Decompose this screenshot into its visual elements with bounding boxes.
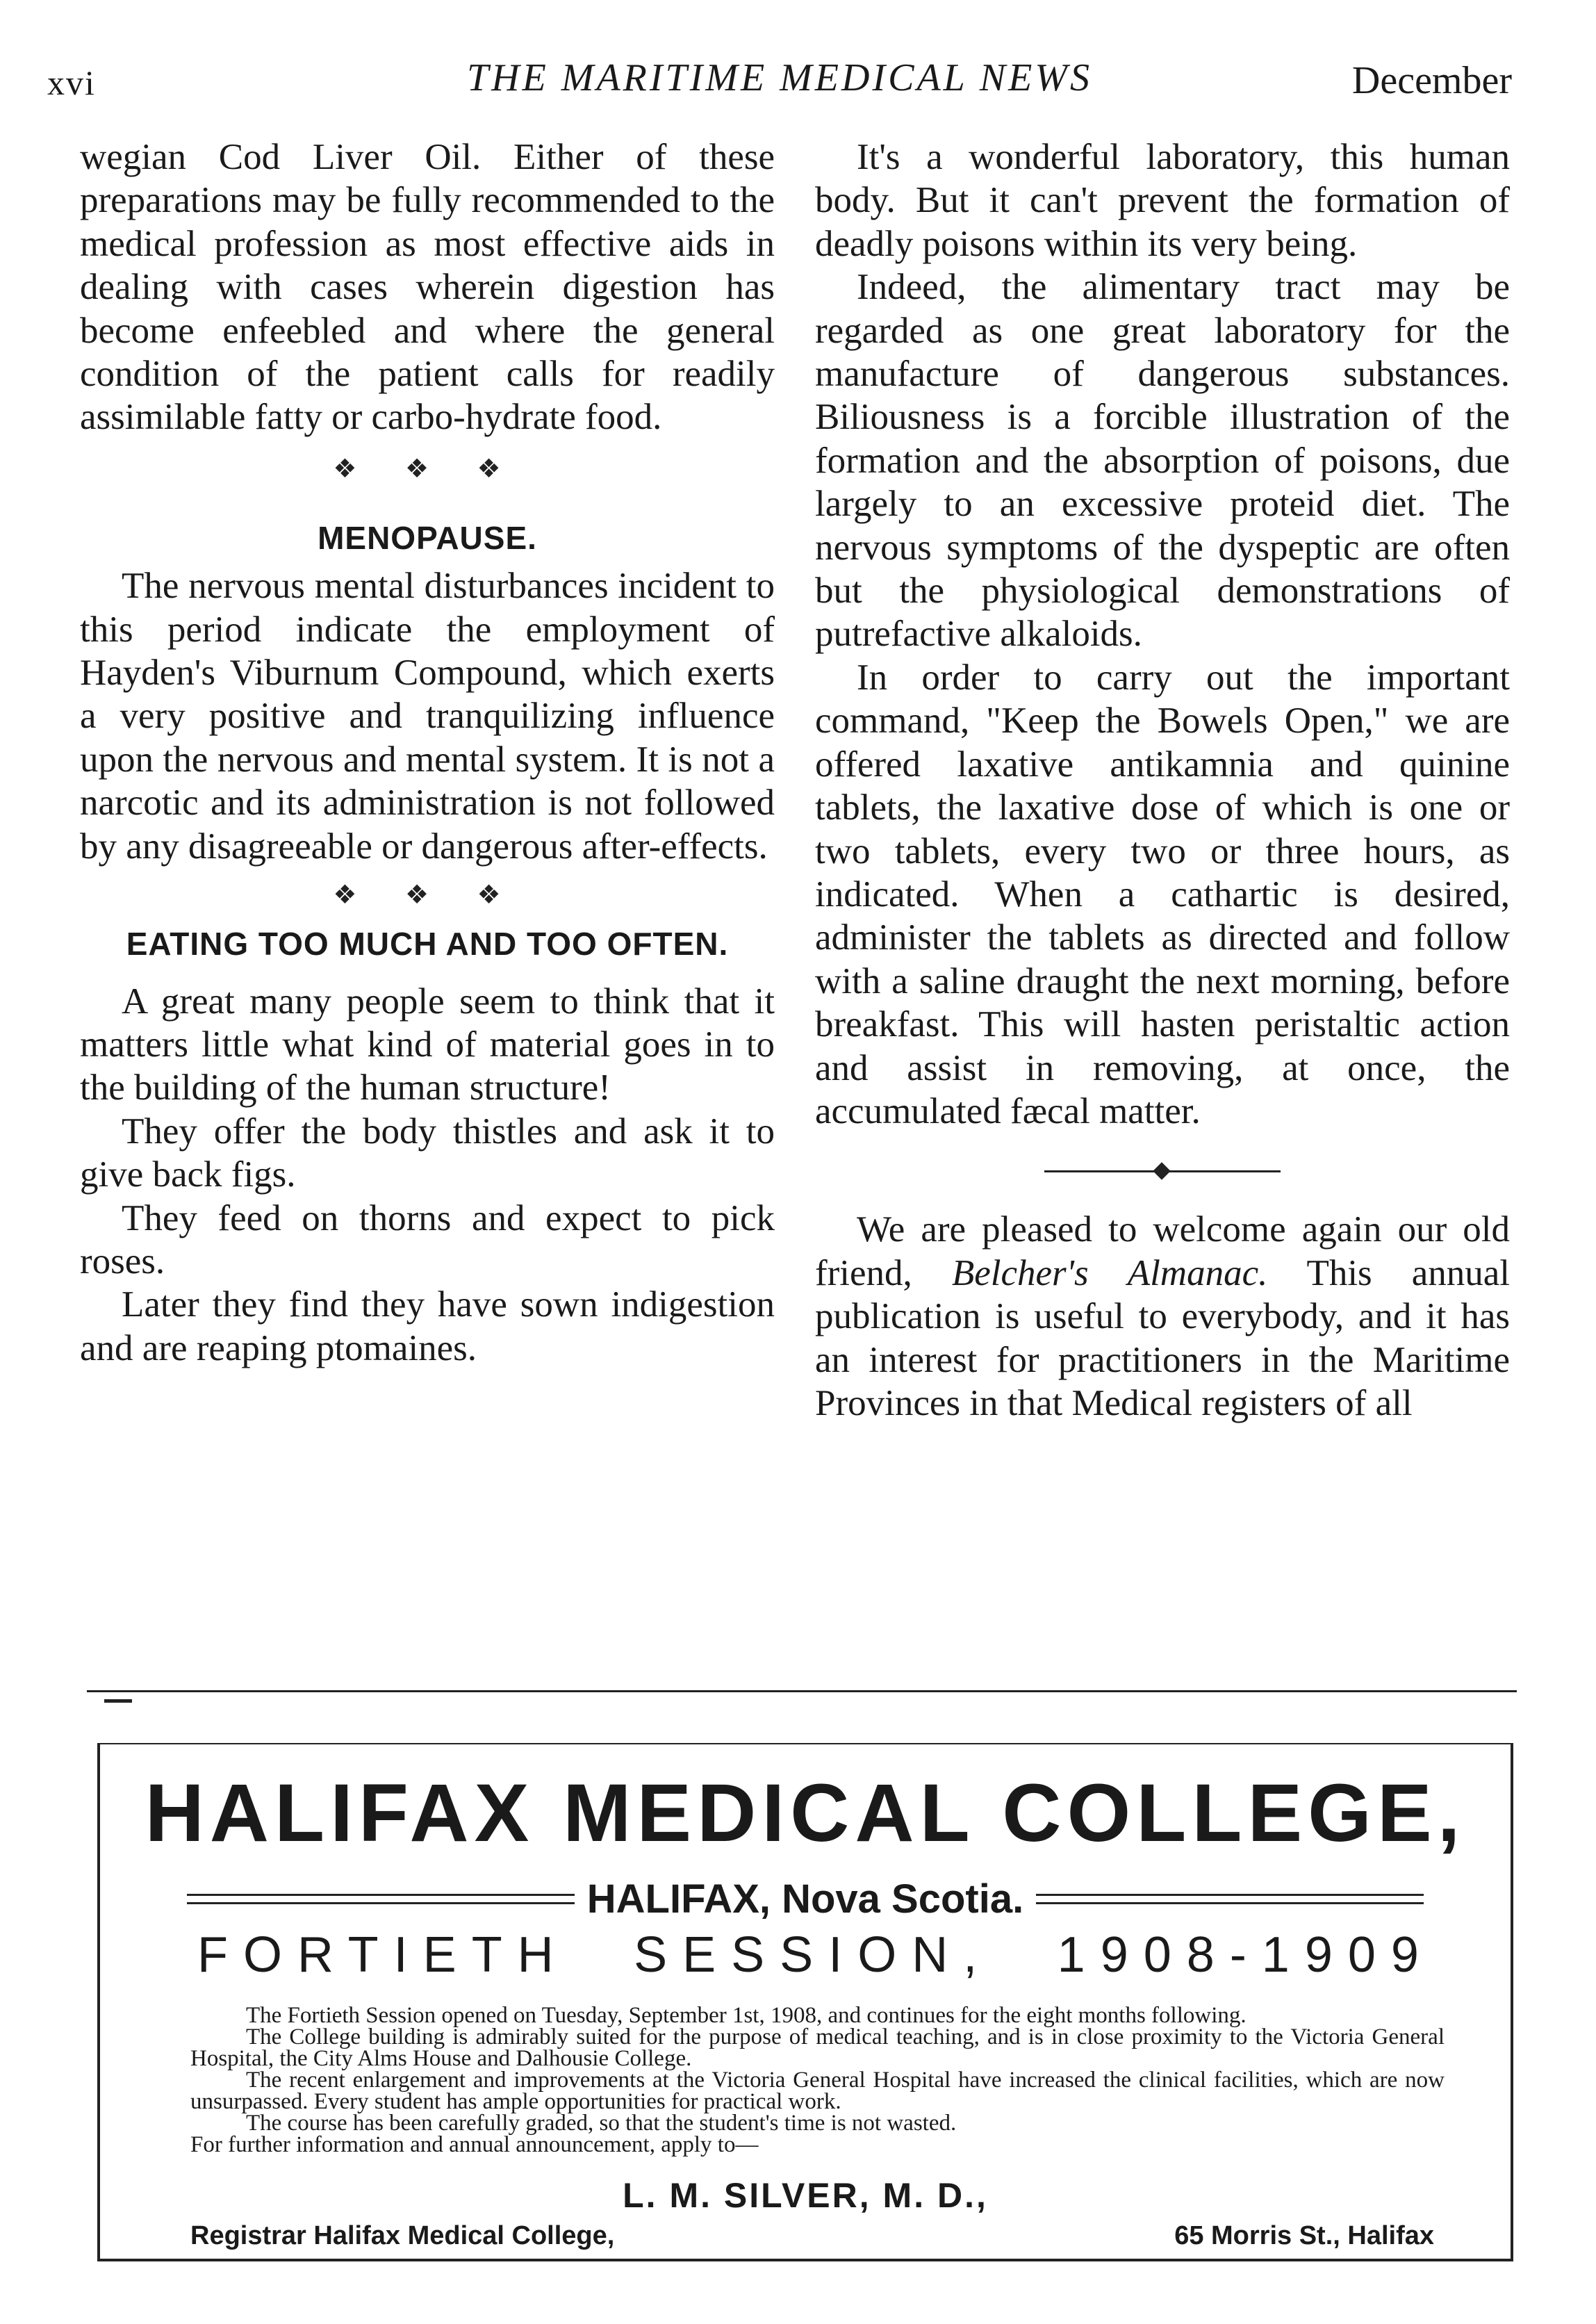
ad-body: [190, 2005, 1445, 2156]
ad-session-line: [197, 1926, 1434, 1982]
journal-title: THE MARITIME MEDICAL NEWS: [467, 56, 1092, 99]
paragraph: It's a wonderful laboratory, this human body. But it can't prevent the formation of deadly poisons within its very being.: [815, 137, 1510, 264]
right-column: [815, 136, 1510, 1425]
paragraph: In order to carry out the important command, "Keep the Bowels Open," we are offered laxative antikamnia and quinine tablets, the laxative dose of which is one or two tablets, every two or three hours, as indicated. When a cathartic is desired, administer the tablets as directed and follow with a saline draught the next morning, before breakfast. This will hasten peristaltic action and assist in removing, at once, the accumulated fæcal matter.: [815, 657, 1510, 1131]
rule-mark: [104, 1699, 132, 1703]
horizontal-rule: [87, 1690, 1517, 1692]
college-advertisement: [97, 1743, 1513, 2261]
issue-month: December: [1351, 59, 1512, 102]
paragraph: They feed on thorns and expect to pick roses.: [80, 1197, 775, 1282]
session-word: SESSION,: [634, 1927, 993, 1983]
paragraph: The nervous mental disturbances incident to this period indicate the employment of Hayden's Viburnum Compound, which exerts a very positive and tranquilizing influence upon the nervous and mental system. It is not a narcotic and its administration is not followed by any disagreeable or dangerous after-effects.: [80, 566, 775, 867]
ad-subtitle: HALIFAX, Nova Scotia.: [586, 1876, 1024, 1922]
paragraph: Later they find they have sown indigestion and are reaping ptomaines.: [80, 1284, 775, 1368]
ad-paragraph: The course has been carefully graded, so that the student's time is not wasted.: [246, 2111, 957, 2136]
paragraph: They offer the body thistles and ask it to give back figs.: [80, 1111, 775, 1195]
ornament-divider: ❖ ❖ ❖: [333, 454, 522, 484]
paragraph-almanac: We are pleased to welcome again our old friend, Belcher's Almanac. This annual publication is useful to everybody, and it has an interest for practitioners in the Maritime Provinces in that Medical registers of all: [815, 1209, 1510, 1423]
ad-paragraph: The recent enlargement and improvements at the Victoria General Hospital have increased the clinical facilities, which are now unsurpassed. Every student has ample opportunities for practical work.: [190, 2068, 1445, 2114]
almanac-title: Belcher's Almanac.: [951, 1252, 1268, 1293]
section-heading-menopause: MENOPAUSE.: [318, 520, 537, 557]
ad-paragraph: The College building is admirably suited for the purpose of medical teaching, and is in close proximity to the Victoria General Hospital, the City Alms House and Dalhousie College.: [190, 2024, 1445, 2071]
session-years: 1908-1909: [1057, 1927, 1434, 1983]
paragraph: wegian Cod Liver Oil. Either of these preparations may be fully recommended to the medical profession as most effective aids in dealing with cases wherein digestion has become enfeebled and where the general condition of the patient calls for readily assimilable fatty or carbo-hydrate food.: [80, 137, 775, 438]
address: 65 Morris St., Halifax: [1174, 2221, 1434, 2250]
page-number: xvi: [47, 63, 96, 102]
ad-subtitle-row: [187, 1876, 1424, 1921]
page-header: [47, 56, 1512, 111]
section-divider: [815, 1161, 1510, 1181]
registrar-title: Registrar Halifax Medical College,: [190, 2221, 615, 2250]
left-column: [80, 136, 775, 1370]
paragraph: A great many people seem to think that it matters little what kind of material goes in to the building of the human structure!: [80, 981, 775, 1108]
ad-paragraph: For further information and annual announcement, apply to—: [190, 2132, 759, 2157]
section-heading-eating: EATING TOO MUCH AND TOO OFTEN.: [126, 925, 729, 962]
ornament-divider: ❖ ❖ ❖: [333, 881, 522, 910]
ad-title: HALIFAX MEDICAL COLLEGE,: [145, 1767, 1466, 1859]
ad-paragraph: The Fortieth Session opened on Tuesday, September 1st, 1908, and continues for the eight months following.: [246, 2003, 1247, 2028]
session-word: FORTIETH: [197, 1927, 569, 1983]
paragraph: Indeed, the alimentary tract may be regarded as one great laboratory for the manufacture of dangerous substances. Biliousness is a forcible illustration of the formation and the absorption of poisons, due largely to an excessive proteid diet. The nervous symptoms of the dyspeptic are often but the physiological demonstrations of putrefactive alkaloids.: [815, 267, 1510, 655]
contact-name: L. M. SILVER, M. D.,: [623, 2176, 988, 2215]
